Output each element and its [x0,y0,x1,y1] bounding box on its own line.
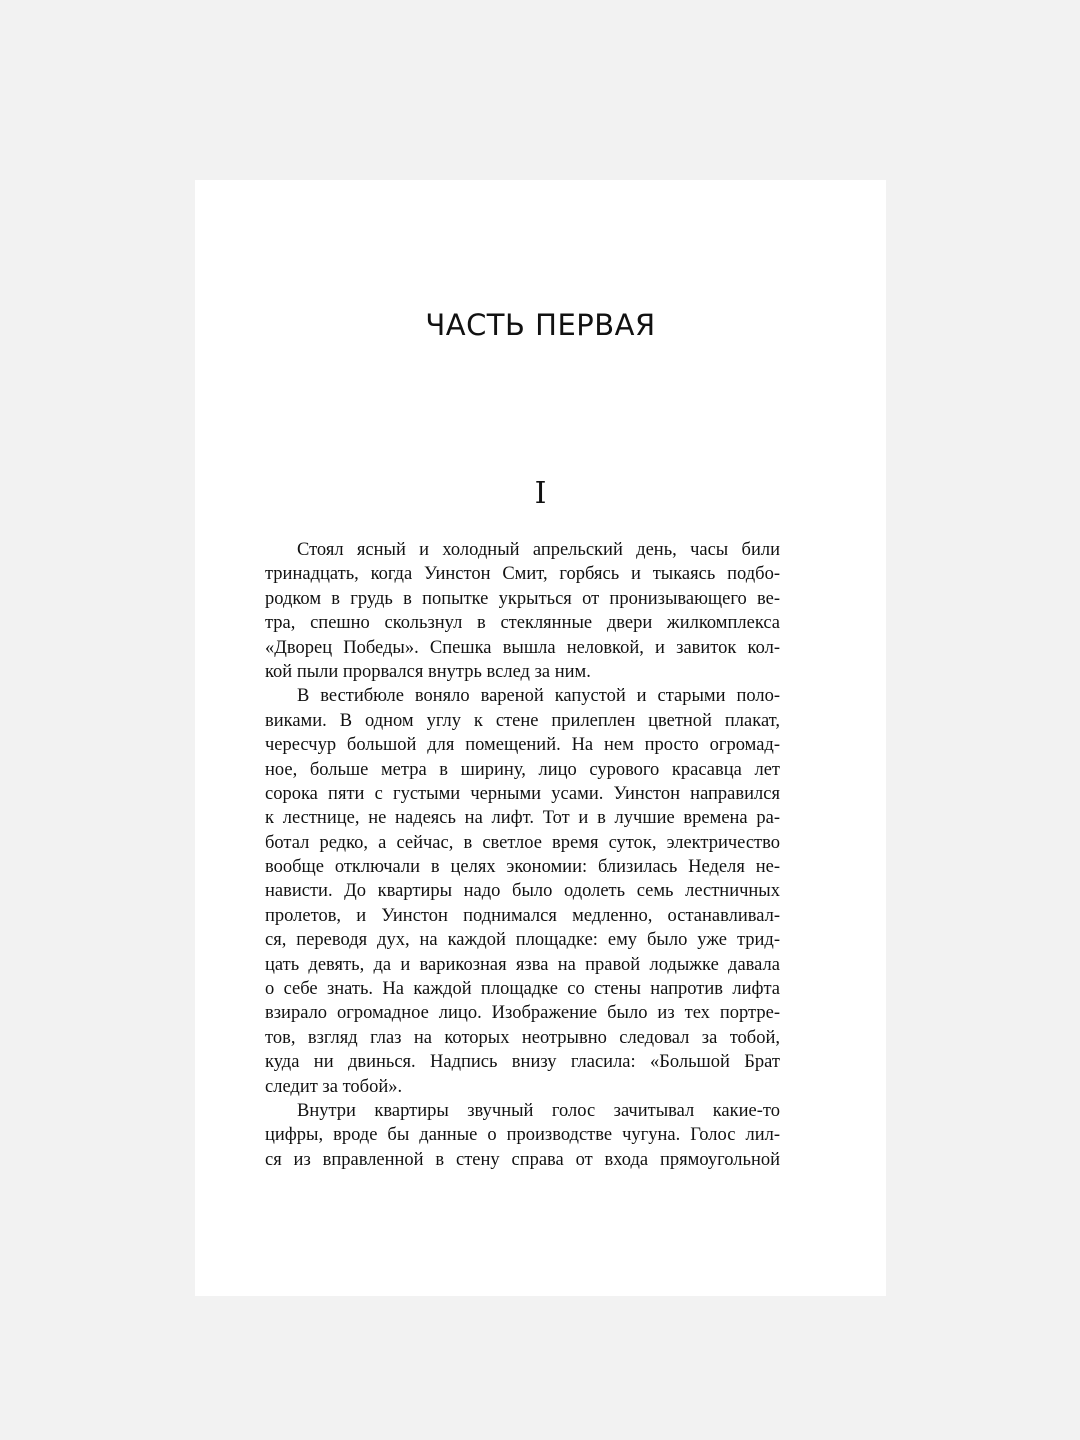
text-line: взирало огромадное лицо. Изображение было из тех портре- [265,1003,780,1024]
text-line: о себе знать. На каждой площадке со стены напротив лифта [265,979,780,1000]
text-line: сорока пяти с густыми черными усами. Уинстон направился [265,783,780,804]
text-line: цать девять, да и варикозная язва на правой лодыжке давала [265,954,780,975]
text-line: нависти. До квартиры надо было одолеть семь лестничных [265,881,780,902]
text-line: виками. В одном углу к стене прилеплен цветной плакат, [265,710,780,731]
text-line: Стоял ясный и холодный апрельский день, часы били [297,540,780,560]
text-line: цифры, вроде бы данные о производстве чугуна. Голос лил- [265,1125,780,1146]
text-line: тринадцать, когда Уинстон Смит, горбясь и тыкаясь подбо- [265,564,780,585]
text-line: Внутри квартиры звучный голос зачитывал какие-то [297,1100,780,1121]
text-line: В вестибюле воняло вареной капустой и старыми поло- [297,686,780,707]
text-line: родком в грудь в попытке укрыться от пронизывающего ве- [265,588,780,609]
text-line: вообще отключали в целях экономии: близилась Неделя не- [265,857,780,878]
body-text [265,538,780,1172]
text-line: следит за тобой». [265,1076,403,1097]
text-line: ное, больше метра в ширину, лицо сурового красавца лет [265,759,780,780]
book-page [195,180,886,1296]
text-line: тра, спешно скользнул в стеклянные двери жилкомплекса [265,613,780,634]
text-line: чересчур большой для помещений. На нем просто огромад- [265,735,780,756]
text-line: «Дворец Победы». Спешка вышла неловкой, и завиток кол- [265,637,780,658]
text-line: ся, переводя дух, на каждой площадке: ему было уже трид- [265,930,780,951]
text-line: к лестнице, не надеясь на лифт. Тот и в лучшие времена ра- [265,808,780,829]
text-line: ся из вправленной в стену справа от входа прямоугольной [265,1149,780,1170]
text-line: куда ни двинься. Надпись внизу гласила: «Большой Брат [265,1052,780,1073]
text-line: кой пыли прорвался внутрь вслед за ним. [265,661,591,682]
text-line: тов, взгляд глаз на которых неотрывно следовал за тобой, [265,1027,780,1048]
text-line: ботал редко, а сейчас, в светлое время суток, электричество [265,832,780,853]
part-title: ЧАСТЬ ПЕРВАЯ [425,308,656,342]
chapter-number: I [534,476,547,511]
text-line: пролетов, и Уинстон поднимался медленно, останавливал- [265,905,780,926]
